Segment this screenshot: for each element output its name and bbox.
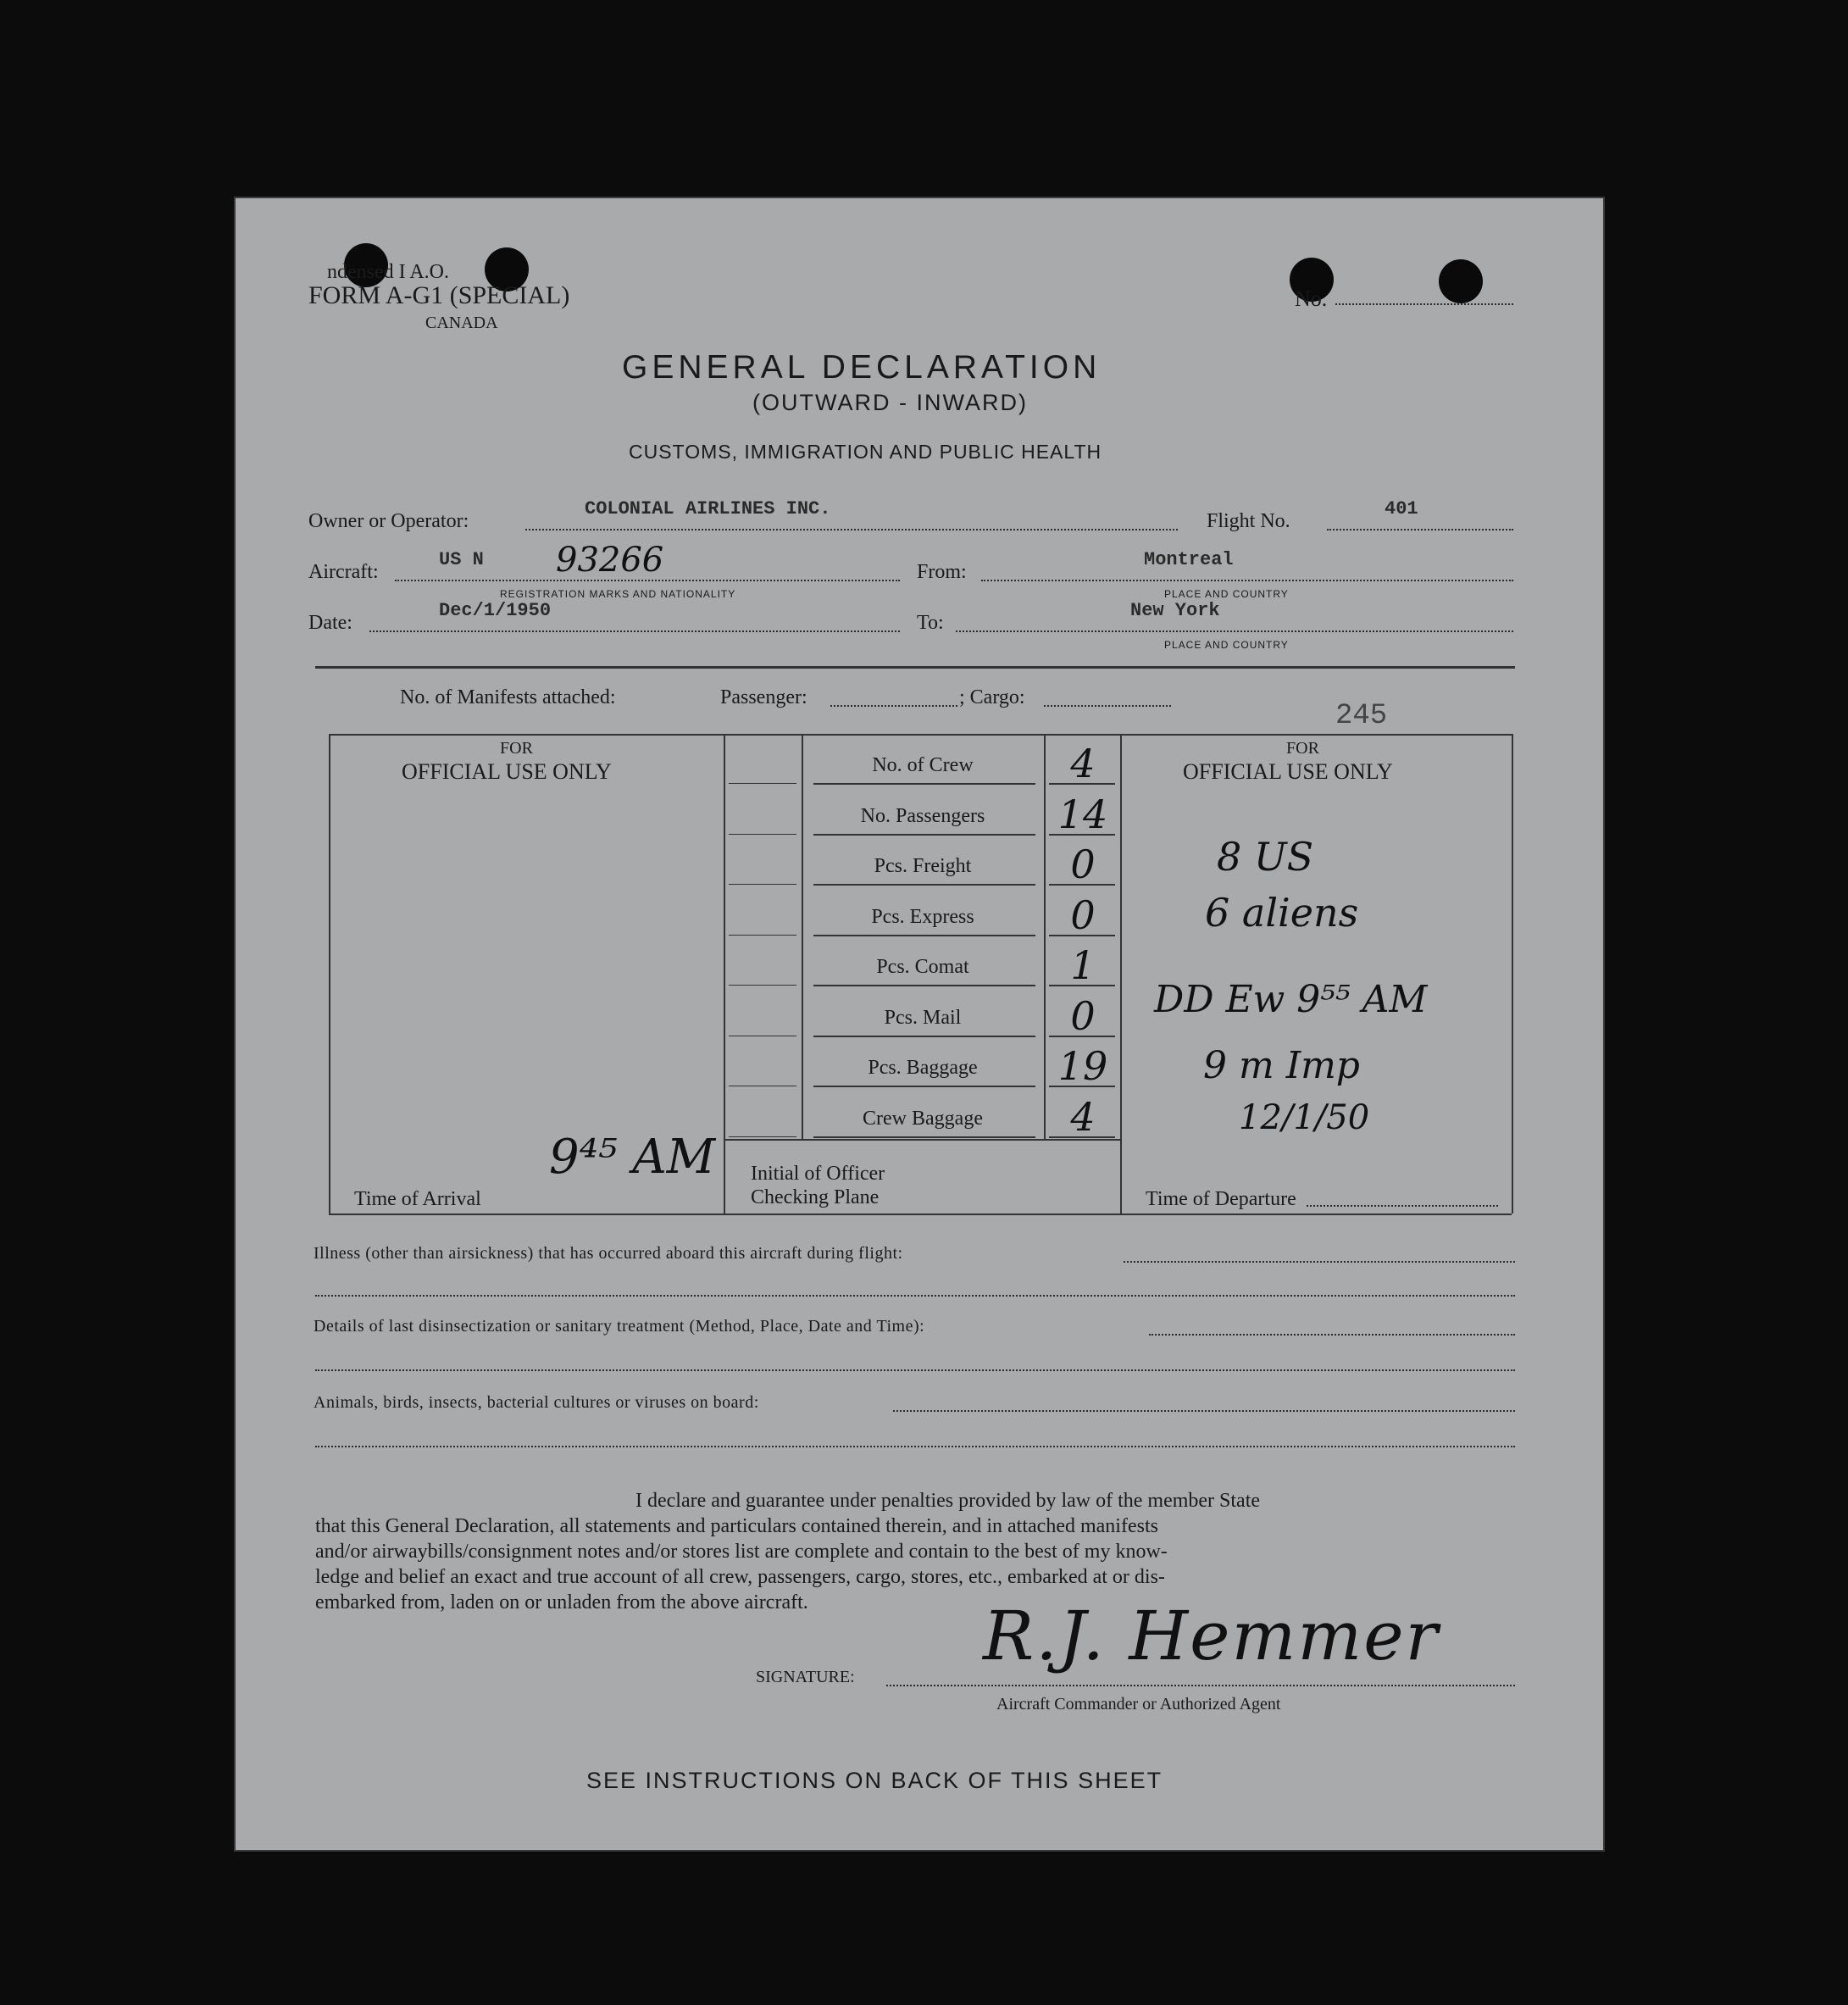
form-subject: CUSTOMS, IMMIGRATION AND PUBLIC HEALTH (629, 441, 1102, 463)
signature: R.J. Hemmer (983, 1597, 1440, 1675)
aircraft-field-line (395, 580, 900, 581)
to-value: New York (1130, 600, 1220, 621)
table-row-value: 19 (1057, 1043, 1108, 1089)
table-row-label: No. Passengers (860, 805, 985, 827)
declaration-line: that this General Declaration, all statements and particulars contained therein, and in attached manifests (315, 1515, 1158, 1537)
disinsectization-field-line-1 (1149, 1334, 1515, 1336)
footer-instructions: SEE INSTRUCTIONS ON BACK OF THIS SHEET (586, 1768, 1163, 1793)
checking-plane-label: Checking Plane (751, 1186, 880, 1208)
table-row-line (729, 834, 796, 835)
table-row-label: No. of Crew (872, 754, 974, 776)
declaration-line: and/or airwaybills/consignment notes and/or stores list are complete and contain to the best of my know- (315, 1541, 1168, 1563)
table-row-line (1049, 1086, 1115, 1087)
table-top-border (329, 734, 1512, 736)
table-row-label: Pcs. Baggage (868, 1057, 978, 1079)
date-label: Date: (308, 612, 352, 634)
table-row-line (1049, 985, 1115, 986)
no-label: No. (1295, 286, 1328, 311)
declaration-line: embarked from, laden on or unladen from the above aircraft. (315, 1591, 808, 1613)
date-field-line (369, 630, 900, 632)
table-row-value: 14 (1057, 791, 1108, 837)
form-id: FORM A-G1 (SPECIAL) (308, 281, 570, 309)
table-row-line (729, 884, 796, 885)
table-row-line (729, 985, 796, 986)
manifests-label: No. of Manifests attached: (400, 686, 616, 708)
table-row-line (729, 1136, 796, 1137)
table-divider-2 (802, 734, 803, 1139)
table-row-label: Pcs. Comat (876, 956, 969, 978)
table-row-line (813, 1086, 1035, 1087)
table-divider-4 (1120, 734, 1122, 1214)
owner-field-line (525, 529, 1178, 530)
table-row-line (813, 834, 1035, 836)
disinsectization-field-line-2 (315, 1369, 1515, 1371)
table-row-line (813, 935, 1035, 936)
disinsectization-label: Details of last disinsectization or sanitary treatment (Method, Place, Date and Time): (314, 1317, 925, 1336)
table-row-line (813, 884, 1035, 886)
to-caption: PLACE AND COUNTRY (1164, 639, 1289, 651)
aircraft-caption: REGISTRATION MARKS AND NATIONALITY (500, 588, 736, 600)
to-field-line (956, 630, 1513, 632)
aircraft-label: Aircraft: (308, 561, 379, 583)
table-row-value: 0 (1070, 993, 1096, 1039)
table-row-label: Crew Baggage (863, 1108, 983, 1130)
page-title: GENERAL DECLARATION (622, 349, 1102, 386)
table-row-line (813, 783, 1035, 785)
from-field-line (981, 580, 1513, 581)
signature-field-line (886, 1685, 1515, 1686)
illness-field-line-2 (315, 1295, 1515, 1297)
table-row-line (1049, 935, 1115, 936)
from-caption: PLACE AND COUNTRY (1164, 588, 1289, 600)
flight-label: Flight No. (1207, 510, 1290, 532)
table-row-label: Pcs. Freight (874, 855, 972, 877)
official-for-left: FOR (500, 739, 533, 758)
to-label: To: (917, 612, 944, 634)
form-header-line: ndensed I A.O. (327, 261, 449, 283)
divider (315, 666, 1515, 669)
table-left-border (329, 734, 330, 1214)
form-country: CANADA (425, 314, 498, 332)
owner-value: COLONIAL AIRLINES INC. (585, 498, 831, 519)
from-value: Montreal (1144, 549, 1234, 570)
owner-label: Owner or Operator: (308, 510, 469, 532)
aircraft-prefix: US N (439, 549, 484, 570)
table-row-line (729, 935, 796, 936)
initial-officer-label: Initial of Officer (751, 1163, 885, 1185)
aircraft-registration-value: 93266 (556, 541, 664, 580)
from-label: From: (917, 561, 967, 583)
flight-value: 401 (1385, 498, 1418, 519)
time-departure-label: Time of Departure (1146, 1188, 1296, 1210)
table-row-line (813, 1136, 1035, 1138)
table-row-value: 4 (1070, 741, 1096, 786)
table-row-line (1049, 1036, 1115, 1037)
table-row-line (1049, 834, 1115, 836)
manifest-number: 245 (1335, 700, 1388, 732)
animals-field-line-2 (315, 1446, 1515, 1447)
flight-field-line (1327, 529, 1513, 530)
handwritten-note: 6 aliens (1205, 890, 1359, 936)
illness-label: Illness (other than airsickness) that has occurred aboard this aircraft during flight: (314, 1244, 903, 1263)
table-row-label: Pcs. Mail (884, 1007, 962, 1029)
table-row-label: Pcs. Express (871, 906, 974, 928)
manifest-cargo-label: ; Cargo: (959, 686, 1025, 708)
declaration-form-sheet (234, 197, 1605, 1852)
time-departure-field (1307, 1205, 1498, 1207)
no-field-line (1335, 303, 1513, 305)
page-subtitle: (OUTWARD - INWARD) (752, 390, 1028, 415)
manifest-passenger-label: Passenger: (720, 686, 807, 708)
handwritten-note: 8 US (1217, 834, 1314, 880)
illness-field-line-1 (1124, 1261, 1515, 1263)
signature-label: SIGNATURE: (756, 1668, 855, 1686)
table-row-value: 0 (1070, 841, 1096, 887)
handwritten-note: DD Ew 9⁵⁵ AM (1154, 978, 1428, 1021)
animals-label: Animals, birds, insects, bacterial cultures or viruses on board: (314, 1393, 759, 1412)
official-use-right: OFFICIAL USE ONLY (1183, 759, 1393, 784)
table-row-line (813, 985, 1035, 986)
declaration-line: ledge and belief an exact and true account of all crew, passengers, cargo, stores, etc., embarked at or dis- (315, 1566, 1165, 1588)
table-divider-1 (724, 734, 725, 1214)
table-row-value: 1 (1070, 942, 1096, 988)
manifest-cargo-field (1044, 705, 1171, 707)
table-bottom-border (329, 1214, 1512, 1215)
handwritten-note: 12/1/50 (1239, 1098, 1370, 1137)
table-row-line (1049, 1136, 1115, 1138)
handwritten-note: 9 m Imp (1203, 1044, 1360, 1087)
table-right-border (1512, 734, 1513, 1214)
table-row-line (813, 1036, 1035, 1037)
official-for-right: FOR (1286, 739, 1319, 758)
table-row-line (1049, 783, 1115, 785)
punch-hole (1439, 259, 1483, 303)
animals-field-line-1 (893, 1410, 1515, 1412)
time-arrival-label: Time of Arrival (354, 1188, 481, 1210)
date-value: Dec/1/1950 (439, 600, 552, 621)
manifest-passenger-field (830, 705, 957, 707)
signature-caption: Aircraft Commander or Authorized Agent (996, 1695, 1281, 1713)
table-row-line (1049, 884, 1115, 886)
table-row-line (729, 783, 796, 784)
time-arrival-value: 9⁴⁵ AM (549, 1130, 716, 1185)
table-row-value: 0 (1070, 892, 1096, 938)
official-use-left: OFFICIAL USE ONLY (402, 759, 612, 784)
table-row-value: 4 (1070, 1094, 1096, 1140)
declaration-line: I declare and guarantee under penalties provided by law of the member State (635, 1490, 1261, 1512)
